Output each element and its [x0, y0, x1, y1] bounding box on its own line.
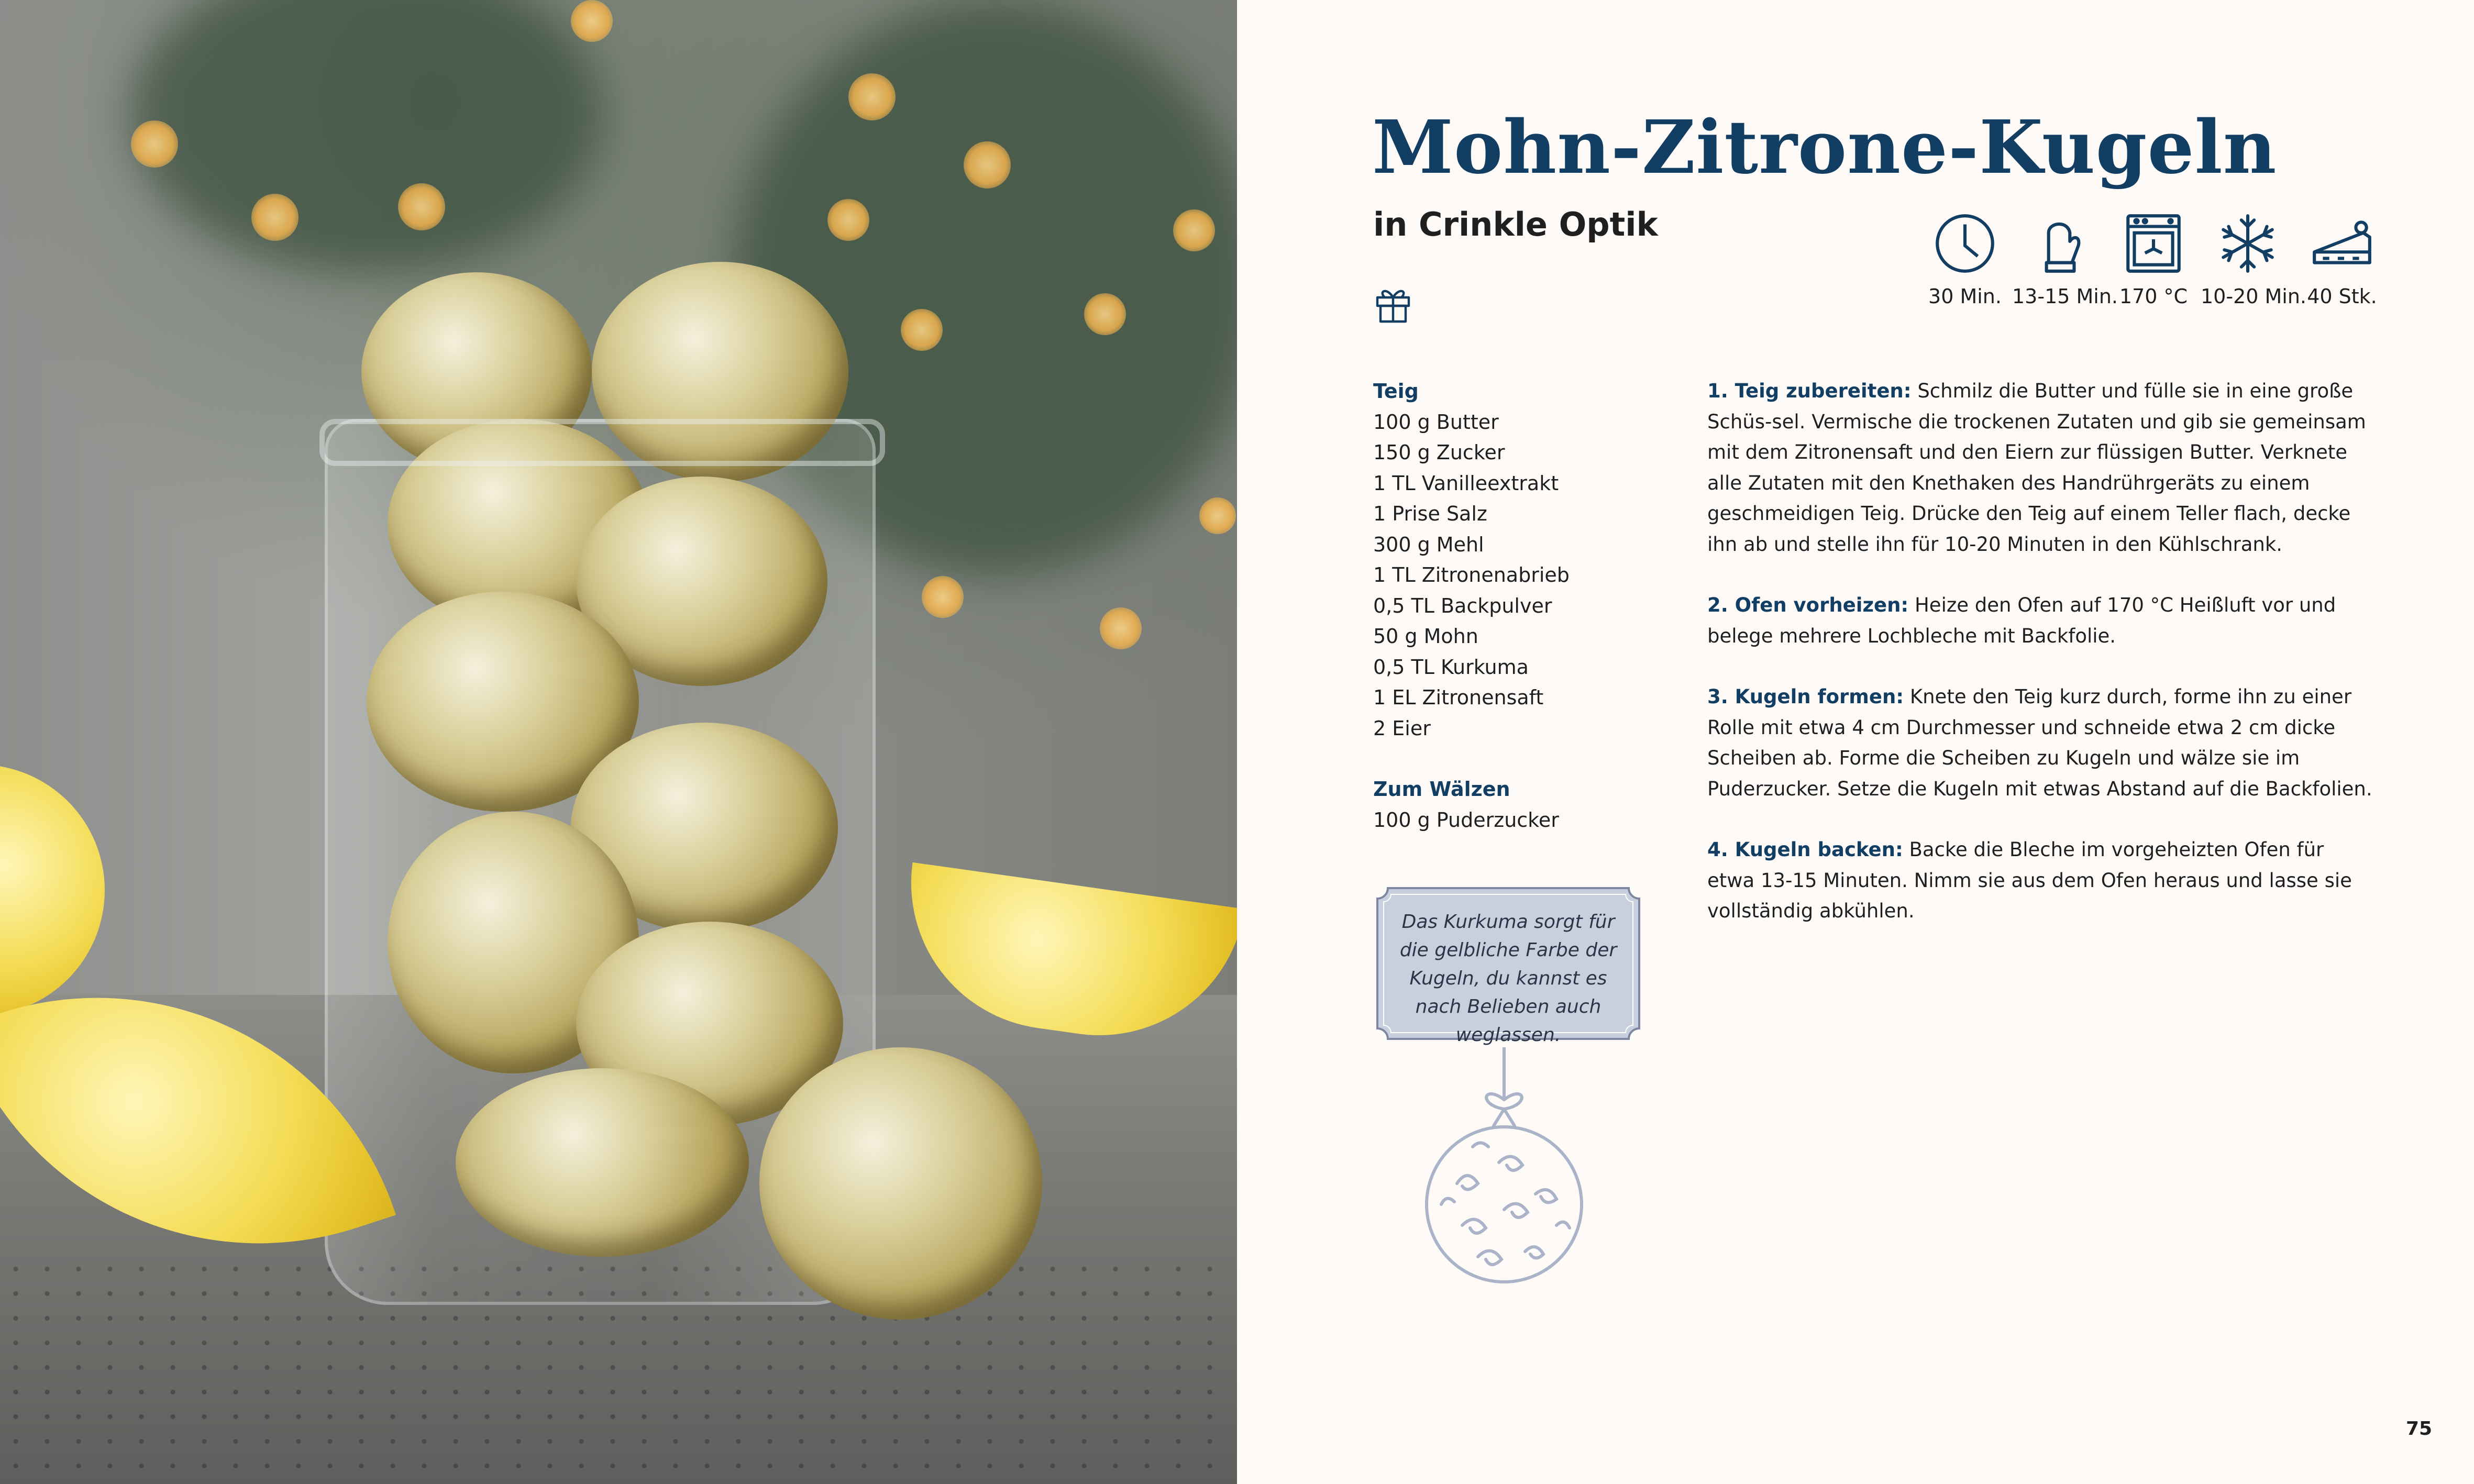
info-time [1918, 209, 2012, 308]
ingredient-item: 50 g Mohn [1373, 625, 1478, 648]
info-bake-time [2012, 209, 2118, 308]
bokeh-light [827, 199, 869, 241]
clock-icon [1931, 209, 1999, 278]
info-temperature [2106, 209, 2201, 308]
tip-box [1375, 886, 1641, 1046]
ingredient-item: 100 g Puderzucker [1373, 808, 1559, 832]
bokeh-light [251, 194, 299, 241]
christmas-ornament-icon [1415, 1047, 1593, 1309]
ingredient-item: 1 TL Zitronenabrieb [1373, 563, 1570, 586]
step-text: Knete den Teig kurz durch, forme ihn zu einer Rolle mit etwa 4 cm Durchmesser und schneide etwa 2 cm dicke Scheiben ab. Forme die Scheiben zu Kugeln und wälze sie im Puderzucker. Setze die Kugeln mit etwas Abstand auf die Backfolien. [1707, 685, 2372, 800]
jar-rim [319, 419, 885, 466]
recipe-title: Mohn-Zitrone-Kugeln [1372, 105, 2277, 191]
recipe-page [1237, 0, 2474, 1484]
bokeh-light [1173, 209, 1215, 251]
bokeh-light [922, 576, 964, 618]
bokeh-light [1100, 607, 1142, 649]
info-label: 10-20 Min. [2201, 285, 2307, 308]
info-label: 13-15 Min. [2012, 285, 2118, 308]
bokeh-light [901, 309, 943, 351]
ingredient-item: 1 EL Zitronensaft [1373, 686, 1544, 709]
step-heading: 4. Kugeln backen: [1707, 838, 1903, 861]
ingredient-item: 150 g Zucker [1373, 441, 1505, 464]
bokeh-light [964, 141, 1011, 189]
instructions [1707, 376, 2372, 957]
snowflake-icon [2214, 209, 2282, 278]
bokeh-light [131, 120, 178, 168]
step-heading: 3. Kugeln formen: [1707, 685, 1904, 708]
ingredients-heading-teig: Teig [1373, 380, 1419, 403]
info-chill-time [2201, 209, 2307, 308]
ingredient-item: 2 Eier [1373, 716, 1431, 740]
step-text: Heize den Ofen auf 170 °C Heißluft vor und belege mehrere Lochbleche mit Backfolie. [1707, 594, 2336, 647]
bokeh-light [1199, 497, 1236, 534]
tip-text: Das Kurkuma sorgt für die gelbliche Farbe der Kugeln, du kannst es nach Belieben auch weglassen. [1399, 911, 1617, 1046]
step-heading: 1. Teig zubereiten: [1707, 380, 1912, 402]
step-heading: 2. Ofen vorheizen: [1707, 594, 1909, 616]
ingredient-item: 100 g Butter [1373, 410, 1499, 434]
ingredient-item: 1 Prise Salz [1373, 502, 1487, 525]
bokeh-light [848, 73, 896, 120]
step-1 [1707, 376, 2372, 560]
bokeh-light [1084, 293, 1126, 335]
info-label: 30 Min. [1928, 285, 2002, 308]
bokeh-light [398, 183, 445, 230]
recipe-subtitle: in Crinkle Optik [1373, 205, 1658, 243]
info-label: 40 Stk. [2307, 285, 2377, 308]
ingredient-item: 0,5 TL Kurkuma [1373, 655, 1529, 679]
ingredient-item: 0,5 TL Backpulver [1373, 594, 1552, 617]
page-number: 75 [2406, 1418, 2433, 1439]
step-text: Schmilz die Butter und fülle sie in eine große Schüs-sel. Vermische die trockenen Zutaten und gib sie gemeinsam mit dem Zitronensaft und den Eiern zur flüssigen Butter. Verknete alle Zutaten mit den Knethaken des Handrührgeräts zu einem geschmeidigen Teig. Drücke den Teig auf einem Teller flach, decke ihn ab und stelle ihn für 10-20 Minuten in den Kühlschrank. [1707, 380, 2366, 556]
info-yield [2295, 209, 2389, 308]
ingredients-list [1373, 376, 1666, 835]
info-icons [1918, 209, 2421, 314]
ingredient-item: 300 g Mehl [1373, 533, 1484, 556]
info-label: 170 °C [2119, 285, 2188, 308]
oven-mitt-icon [2025, 209, 2093, 278]
step-4 [1707, 835, 2372, 927]
cookie [759, 1047, 1042, 1320]
step-2 [1707, 590, 2372, 651]
ingredients-heading-waelzen: Zum Wälzen [1373, 778, 1510, 801]
step-3 [1707, 682, 2372, 804]
ingredient-item: 1 TL Vanilleextrakt [1373, 471, 1559, 495]
oven-icon [2119, 209, 2188, 278]
spacer [1373, 744, 1666, 774]
bokeh-light [571, 0, 613, 42]
cookie [456, 1068, 749, 1257]
gift-icon [1372, 283, 1414, 325]
step-text: Backe die Bleche im vorgeheizten Ofen für etwa 13-15 Minuten. Nimm sie aus dem Ofen heraus und lasse sie vollständig abkühlen. [1707, 838, 2352, 922]
cake-slice-icon [2308, 209, 2376, 278]
